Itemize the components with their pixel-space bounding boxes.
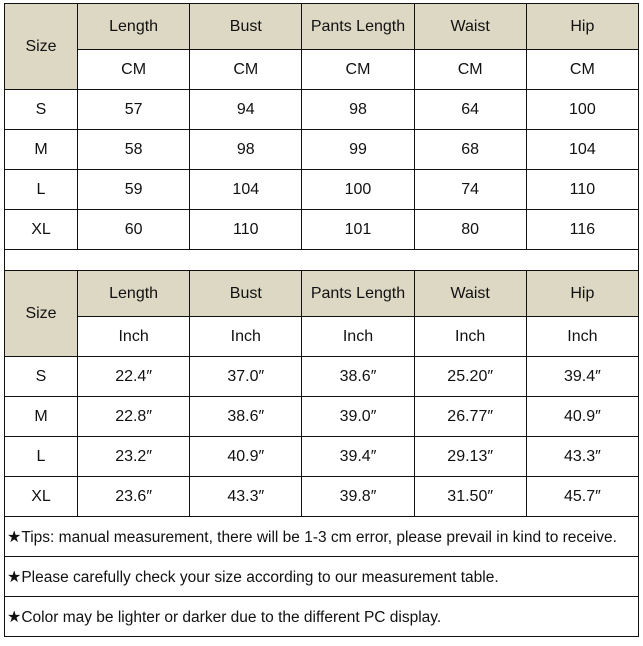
value-cell: 58 <box>78 130 190 170</box>
tip-text: Color may be lighter or darker due to the different PC display. <box>21 608 442 626</box>
unit-row <box>5 50 639 90</box>
star-icon: ★ <box>7 608 22 626</box>
value-cell: 104 <box>526 130 638 170</box>
spacer-cell <box>5 250 639 271</box>
value-cell: 23.6″ <box>78 477 190 517</box>
spacer-row <box>5 250 639 271</box>
value-cell: 101 <box>302 210 414 250</box>
size-cell: M <box>5 397 78 437</box>
column-header: Bust <box>190 4 302 50</box>
column-header: Length <box>78 271 190 317</box>
unit-cell: Inch <box>190 317 302 357</box>
size-cell: L <box>5 170 78 210</box>
value-cell: 39.0″ <box>302 397 414 437</box>
value-cell: 31.50″ <box>414 477 526 517</box>
tip-cell <box>5 557 639 597</box>
value-cell: 40.9″ <box>190 437 302 477</box>
value-cell: 22.8″ <box>78 397 190 437</box>
star-icon: ★ <box>7 528 22 546</box>
size-chart <box>4 3 639 637</box>
table-row <box>5 90 639 130</box>
unit-cell: CM <box>78 50 190 90</box>
unit-cell: CM <box>414 50 526 90</box>
value-cell: 64 <box>414 90 526 130</box>
value-cell: 57 <box>78 90 190 130</box>
unit-cell: Inch <box>414 317 526 357</box>
tip-text: Tips: manual measurement, there will be 1-3 cm error, please prevail in kind to receive. <box>21 528 617 546</box>
value-cell: 110 <box>190 210 302 250</box>
value-cell: 74 <box>414 170 526 210</box>
size-cell: L <box>5 437 78 477</box>
unit-row <box>5 317 639 357</box>
value-cell: 98 <box>190 130 302 170</box>
value-cell: 40.9″ <box>526 397 638 437</box>
value-cell: 38.6″ <box>190 397 302 437</box>
size-table <box>4 3 639 637</box>
value-cell: 29.13″ <box>414 437 526 477</box>
column-header: Hip <box>526 271 638 317</box>
value-cell: 104 <box>190 170 302 210</box>
size-header: Size <box>5 4 78 90</box>
value-cell: 23.2″ <box>78 437 190 477</box>
value-cell: 94 <box>190 90 302 130</box>
value-cell: 39.8″ <box>302 477 414 517</box>
star-icon: ★ <box>7 568 22 586</box>
unit-cell: CM <box>526 50 638 90</box>
value-cell: 43.3″ <box>190 477 302 517</box>
unit-cell: Inch <box>526 317 638 357</box>
column-header: Hip <box>526 4 638 50</box>
value-cell: 98 <box>302 90 414 130</box>
value-cell: 110 <box>526 170 638 210</box>
header-row <box>5 271 639 317</box>
value-cell: 100 <box>302 170 414 210</box>
size-cell: S <box>5 357 78 397</box>
column-header: Length <box>78 4 190 50</box>
unit-cell: Inch <box>78 317 190 357</box>
table-row <box>5 477 639 517</box>
unit-cell: Inch <box>302 317 414 357</box>
value-cell: 80 <box>414 210 526 250</box>
value-cell: 59 <box>78 170 190 210</box>
table-row <box>5 210 639 250</box>
value-cell: 45.7″ <box>526 477 638 517</box>
size-header: Size <box>5 271 78 357</box>
column-header: Waist <box>414 271 526 317</box>
table-row <box>5 397 639 437</box>
size-cell: S <box>5 90 78 130</box>
size-cell: M <box>5 130 78 170</box>
value-cell: 116 <box>526 210 638 250</box>
value-cell: 37.0″ <box>190 357 302 397</box>
value-cell: 100 <box>526 90 638 130</box>
value-cell: 26.77″ <box>414 397 526 437</box>
value-cell: 25.20″ <box>414 357 526 397</box>
tip-row <box>5 557 639 597</box>
tip-cell <box>5 597 639 637</box>
table-row <box>5 437 639 477</box>
column-header: Waist <box>414 4 526 50</box>
table-row <box>5 357 639 397</box>
tip-text: Please carefully check your size according to our measurement table. <box>21 568 499 586</box>
column-header: Pants Length <box>302 4 414 50</box>
value-cell: 60 <box>78 210 190 250</box>
column-header: Bust <box>190 271 302 317</box>
value-cell: 68 <box>414 130 526 170</box>
size-cell: XL <box>5 210 78 250</box>
tip-row <box>5 597 639 637</box>
value-cell: 43.3″ <box>526 437 638 477</box>
value-cell: 22.4″ <box>78 357 190 397</box>
value-cell: 38.6″ <box>302 357 414 397</box>
tip-row <box>5 517 639 557</box>
size-cell: XL <box>5 477 78 517</box>
tip-cell <box>5 517 639 557</box>
table-row <box>5 130 639 170</box>
value-cell: 39.4″ <box>302 437 414 477</box>
header-row <box>5 4 639 50</box>
unit-cell: CM <box>302 50 414 90</box>
value-cell: 99 <box>302 130 414 170</box>
column-header: Pants Length <box>302 271 414 317</box>
unit-cell: CM <box>190 50 302 90</box>
table-row <box>5 170 639 210</box>
value-cell: 39.4″ <box>526 357 638 397</box>
